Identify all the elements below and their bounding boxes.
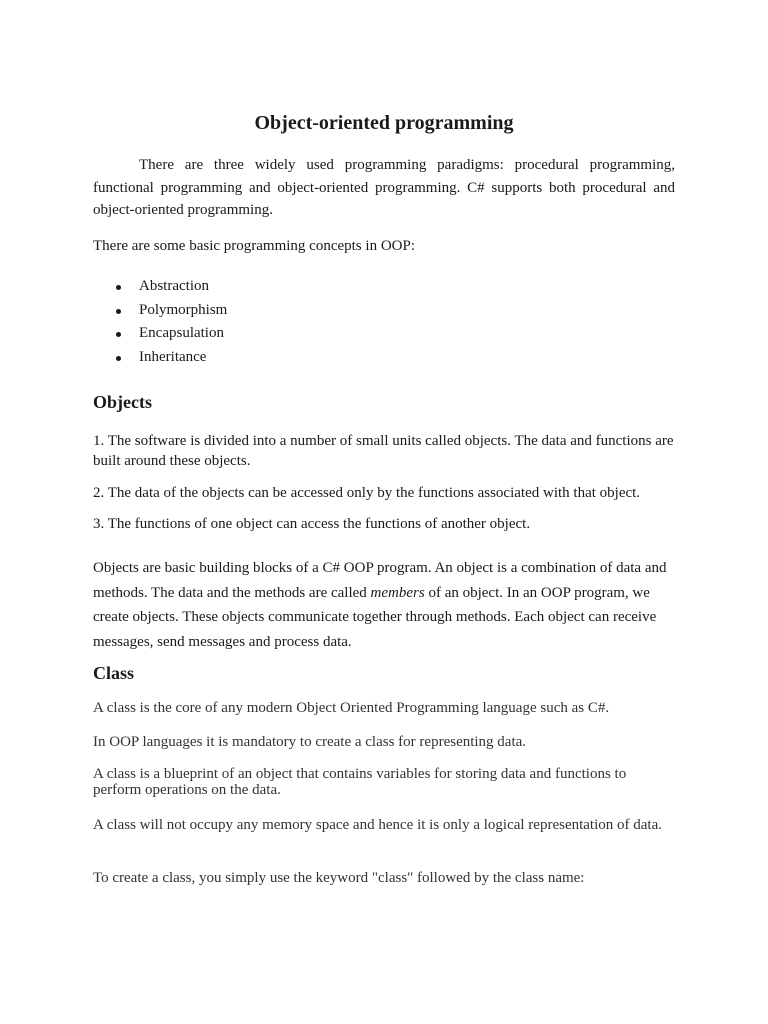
class-paragraph-2: In OOP languages it is mandatory to create a class for representing data.	[93, 734, 527, 750]
objects-description-start: Objects are basic building blocks of a C# OOP program. An object is a combination of data and methods. The data and the methods are called	[93, 560, 667, 601]
class-paragraph-3: A class is a blueprint of an object that contains variables for storing data and functions to perform operations on the data.	[93, 766, 627, 798]
class-heading: Class	[93, 663, 135, 683]
concepts-intro-text: There are some basic programming concepts in OOP:	[93, 238, 415, 254]
objects-heading: Objects	[93, 392, 152, 412]
class-paragraph-5: To create a class, you simply use the keyword "class" followed by the class name:	[93, 870, 585, 886]
objects-point-3: 3. The functions of one object can access the functions of another object.	[93, 516, 531, 532]
list-item: Abstraction	[93, 276, 227, 300]
objects-description	[93, 556, 675, 654]
intro-paragraph: There are three widely used programming paradigms: procedural programming, functional programming and object-oriented programming. C# supports both procedural and object-oriented programming.	[93, 157, 675, 218]
list-item: Encapsulation	[93, 323, 227, 347]
page-title: Object-oriented programming	[254, 112, 514, 134]
list-item: Inheritance	[93, 347, 227, 371]
objects-point-2: 2. The data of the objects can be accessed only by the functions associated with that object.	[93, 485, 641, 501]
members-emphasis: members	[370, 584, 425, 601]
class-paragraph-1: A class is the core of any modern Object Oriented Programming language such as C#.	[93, 700, 610, 716]
list-item: Polymorphism	[93, 300, 227, 324]
concepts-list	[93, 276, 227, 371]
objects-description-end: of an object. In an OOP program, we create objects. These objects communicate together through methods. Each object can receive messages, send messages and process data.	[93, 584, 657, 650]
class-paragraph-4: A class will not occupy any memory space and hence it is only a logical representation of data.	[93, 817, 662, 833]
objects-point-1: 1. The software is divided into a number of small units called objects. The data and functions are built around these objects.	[93, 433, 674, 469]
